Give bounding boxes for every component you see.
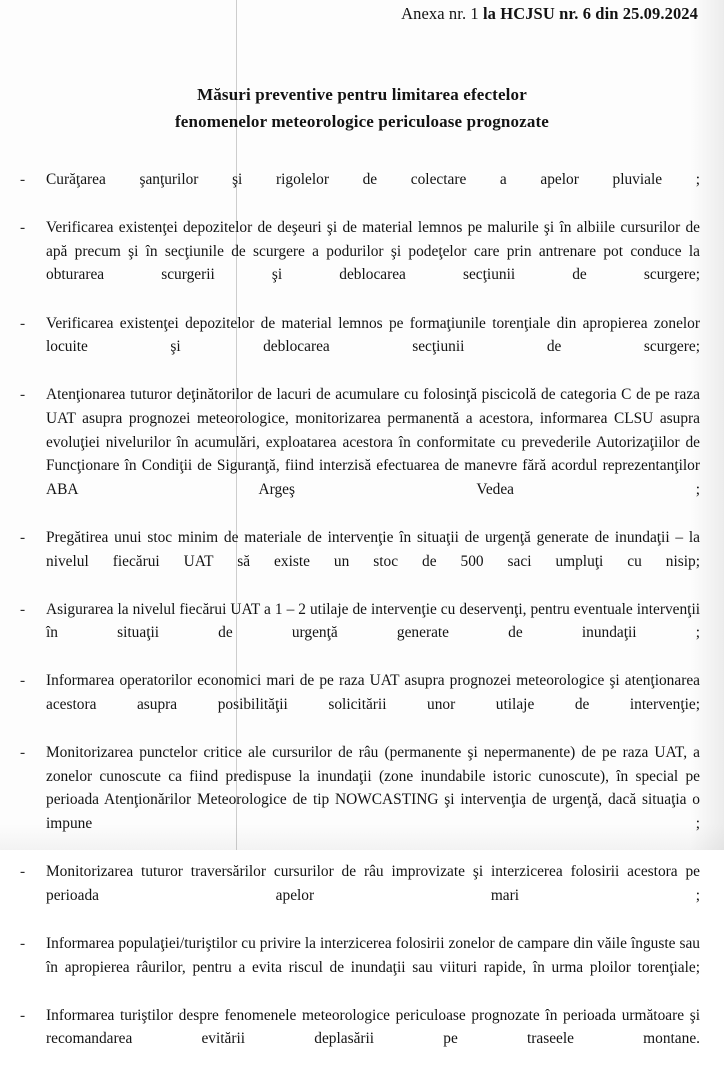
list-item-text: Verificarea existenţei depozitelor de material lemnos pe formaţiunile torenţiale din apropierea zonelor locuite şi deblocarea secţiunii de scurgere;	[46, 314, 700, 356]
list-item-text: Asigurarea la nivelul fiecărui UAT a 1 – 2 utilaje de intervenţie cu deservenţi, pentru eventuale intervenţii în situaţii de urgenţă generate de inundaţii ;	[46, 600, 700, 642]
page-title	[0, 81, 724, 135]
page-title-line-2: fenomenelor meteorologice periculoase prognozate	[174, 112, 550, 132]
bullet-dash-icon: -	[20, 935, 26, 952]
bullet-dash-icon: -	[20, 1006, 26, 1024]
list-item-text: Monitorizarea punctelor critice ale cursurilor de râu (permanente şi nepermanente) de pe raza UAT, a zonelor cunoscute ca fiind predispuse la inundaţii (zone inundabile istoric cunoscute), în special pe perioada Atenţionărilor Meteorologice de tip NOWCASTING şi intervenţia de urgenţă, dacă situaţia o impune ;	[46, 744, 700, 833]
bullet-dash-icon: -	[20, 744, 26, 762]
list-item	[0, 741, 724, 859]
annex-header-reference: la HCJSU nr. 6 din 25.09.2024	[483, 4, 698, 23]
list-item-text: Atenţionarea tuturor deţinătorilor de lacuri de acumulare cu folosinţă piscicolă de categoria C de pe raza UAT asupra prognozei meteorologice, monitorizarea permanentă a acestora, informarea CLSU asupra evoluţiei nivelurilor în acumulări, exploatarea acestora în conformitate cu prevederile Autorizaţiilor de Funcţionare în Condiţii de Siguranţă, fiind interzisă efectuarea de manevre fără acordul reprezentanţilor ABA Argeş Vedea ;	[46, 386, 700, 498]
list-item	[0, 598, 724, 669]
list-item	[0, 932, 724, 1003]
list-item-text: Curăţarea şanţurilor şi rigolelor de colectare a apelor pluviale ;	[46, 171, 700, 188]
bullet-dash-icon: -	[20, 171, 26, 188]
bullet-dash-icon: -	[20, 314, 26, 332]
bullet-dash-icon: -	[20, 672, 26, 690]
list-item-text: Informarea turiştilor despre fenomenele meteorologice periculoase prognozate în perioada următoare şi recomandarea evitării deplasării pe traseele montane.	[46, 1006, 700, 1048]
list-item	[0, 669, 724, 740]
list-item-text: Verificarea existenţei depozitelor de deşeuri şi de material lemnos pe malurile şi în albiile cursurilor de apă precum şi în secţiunile de scurgere a podurilor şi podeţelor care prin antrenare pot conduce la obturarea scurgerii şi deblocarea secţiunii de scurgere;	[46, 219, 700, 284]
list-item	[0, 1004, 724, 1075]
list-item	[0, 168, 724, 215]
list-item	[0, 383, 724, 525]
list-item-text: Pregătirea unui stoc minim de materiale de intervenţie în situaţii de urgenţă generate de inundaţii – la nivelul fiecărui UAT să existe un stoc de 500 saci umpluţi cu nisip;	[46, 528, 700, 570]
bullet-dash-icon: -	[20, 600, 26, 618]
annex-header-prefix: Anexa nr. 1	[401, 4, 483, 23]
list-item	[0, 860, 724, 931]
bullet-dash-icon: -	[20, 386, 26, 404]
list-item	[0, 526, 724, 597]
list-item-text: Informarea operatorilor economici mari de pe raza UAT asupra prognozei meteorologice şi atenţionarea acestora asupra posibilităţii solicitării unor utilaje de intervenţie;	[46, 672, 700, 714]
list-item-text: Monitorizarea tuturor traversărilor cursurilor de râu improvizate şi interzicerea folosirii acestora pe perioada apelor mari ;	[46, 863, 700, 904]
preventive-measures-list	[0, 168, 724, 1076]
bullet-dash-icon: -	[20, 219, 26, 237]
list-item	[0, 216, 724, 310]
page-title-line-1: Măsuri preventive pentru limitarea efectelor	[197, 85, 527, 105]
bullet-dash-icon: -	[20, 863, 26, 881]
bullet-dash-icon: -	[20, 528, 26, 546]
list-item-text: Informarea populaţiei/turiştilor cu privire la interzicerea folosirii zonelor de campare din văile înguste sau în apropierea râurilor, pentru a evita riscul de inundaţii sau viituri rapide, în urma ploilor torenţiale;	[46, 935, 700, 976]
annex-header	[0, 4, 698, 24]
list-item	[0, 312, 724, 383]
